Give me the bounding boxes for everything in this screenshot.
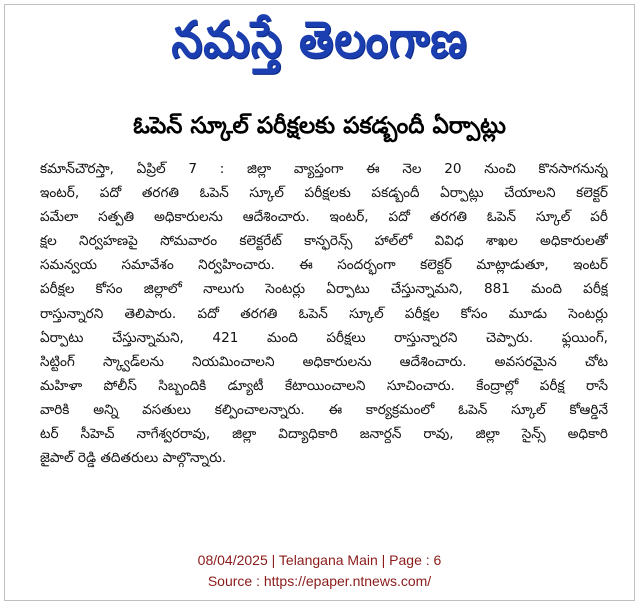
article-line: రాస్తున్నారని తెలిపారు. పదో తరగతి ఓపెన్ స్కూల్ పరీక్షల కోసం మూడు సెంటర్లు: [40, 305, 608, 322]
article-line: సిట్టింగ్ స్క్వాడ్‌లను నియమించాలని అధికారులను ఆదేశించారు. అవసరమైన చోట: [40, 353, 608, 370]
article-headline: ఓపెన్ స్కూల్ పరీక్షలకు పకడ్బందీ ఏర్పాట్లు: [133, 113, 506, 139]
article-line: ఏర్పాటు చేస్తున్నామని, 421 మంది పరీక్షలు రాస్తున్నారని చెప్పారు. ఫ్లయింగ్,: [40, 329, 608, 346]
article-line: క్షల నిర్వహణపై సోమవారం కలెక్టరేట్ కాన్ఫరెన్స్ హాల్‌లో వివిధ శాఖల అధికారులతో: [40, 233, 608, 250]
newspaper-masthead: నమస్తే తెలంగాణ: [171, 11, 468, 70]
article-line: సమన్వయ సమావేశం నిర్వహించారు. ఈ సందర్భంగా కలెక్టర్ మాట్లాడుతూ, ఇంటర్: [40, 257, 608, 274]
article-body: [40, 157, 608, 470]
source-footer: [5, 550, 634, 592]
article-line: పమేలా సత్పతి అధికారులను ఆదేశించారు. ఇంటర్, పదో తరగతి ఓపెన్ స్కూల్ పరీ: [40, 209, 608, 226]
article-line: కమాన్‌చౌరస్తా, ఏప్రిల్ 7 : జిల్లా వ్యాప్తంగా ఈ నెల 20 నుంచి కొనసాగనున్న: [40, 161, 608, 177]
article-line: మహిళా పోలీస్ సిబ్బందికి డ్యూటీ కేటాయించాలని సూచించారు. కేంద్రాల్లో పరీక్ష రాసే: [40, 377, 608, 394]
clipping-frame: [4, 4, 635, 601]
article-line: పరీక్షల కోసం జిల్లాలో నాలుగు సెంటర్లు ఏర్పాటు చేస్తున్నామని, 881 మంది పరీక్ష: [40, 281, 608, 298]
article-line: వారికి అన్ని వసతులు కల్పించాలన్నారు. ఈ కార్యక్రమంలో ఓపెన్ స్కూల్ కోఆర్డినే: [40, 401, 608, 418]
article-line: జైపాల్ రెడ్డి తదితరులు పాల్గొన్నారు.: [40, 450, 227, 467]
article-line: టర్ సీహెచ్ నాగేశ్వరరావు, జిల్లా విద్యాధికారి జనార్దన్ రావు, జిల్లా సైన్స్ అధికారి: [40, 426, 608, 443]
article-line: ఇంటర్, పదో తరగతి ఓపెన్ స్కూల్ పరీక్షలకు పకడ్బందీ ఏర్పాట్లు చేయాలని కలెక్టర్: [40, 185, 608, 202]
source-link[interactable]: Source : https://epaper.ntnews.com/: [207, 573, 432, 589]
publication-info: 08/04/2025 | Telangana Main | Page : 6: [197, 552, 442, 568]
